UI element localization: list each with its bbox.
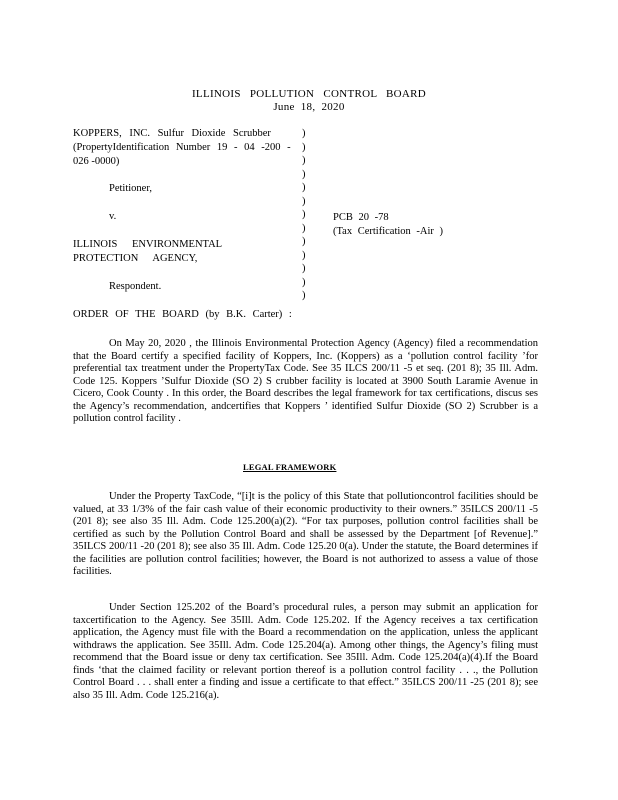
paragraph-3: Under Section 125.202 of the Board’s procedural rules, a person may submit an application for taxcertification to the Agency. See 35Ill. Adm. Code 125.202. If the Agency receives a tax certification application, the Agency must file with the Board a recommendation on the application, unless the applicant withdraws the application. See 35Ill. Adm. Code 125.204(a). Among other things, the Agency’s filing must recommend that the Board issue or deny tax certification. See 35Ill. Adm. Code 125.204(a)(4).If the Board finds ‘that the claimed facility or relevant portion thereof is a pollution control facility . . ., the Pollution Control Board . . . shall enter a finding and issue a certificate to that effect.” 35ILCS 200/11 -25 (201 8); see also 35 Ill. Adm. Code 125.216(a).	[73, 602, 538, 701]
petitioner-line-1: KOPPERS, INC. Sulfur Dioxide Scrubber	[73, 128, 271, 139]
respondent-role: Respondent.	[109, 281, 162, 292]
order-date: June 18, 2020	[273, 101, 345, 113]
section-title-legal-framework: LEGAL FRAMEWORK	[243, 462, 337, 472]
petitioner-role: Petitioner,	[109, 183, 153, 194]
case-number: PCB 20 -78	[333, 212, 389, 223]
paragraph-1: On May 20, 2020 , the Illinois Environmental Protection Agency (Agency) filed a recommendation that the Board certify a specified facility of Koppers, Inc. (Koppers) as a ‘pollution control facility ’for preferential tax treatment under the PropertyTax Code. See 35 ILCS 200/11 -5 et seq. (201 8); 35 Ill. Adm. Code 125. Koppers ’Sulfur Dioxide (SO 2) S crubber facility is located at 3900 South Laramie Avenue in Cicero, Cook County . In this order, the Board describes the legal framework for tax certifications, discus ses the Agency’s recommendation, andcertifies that Koppers ’ identified Sulfur Dioxide (SO 2) Scrubber is a pollution control facility .	[73, 338, 538, 424]
respondent-line-1: ILLINOIS ENVIRONMENTAL	[73, 239, 223, 250]
petitioner-line-3: 026 -0000)	[73, 156, 120, 167]
case-type: (Tax Certification -Air )	[333, 226, 444, 237]
petitioner-line-2: (PropertyIdentification Number 19 - 04 -200 -	[73, 142, 291, 153]
caption-parentheses: ) ) ) ) ) ) ) ) ) ) ) ) )	[302, 128, 306, 301]
paragraph-2: Under the Property TaxCode, “[i]t is the policy of this State that pollutioncontrol facilities should be valued, at 33 1/3% of the fair cash value of their economic productivity to their owners.” 35ILCS 200/11 -5 (201 8); see also 35 Ill. Adm. Code 125.200(a)(2). “For tax purposes, pollution control facilities shall be certified as such by the Pollution Control Board and shall be assessed by the Department [of Revenue].” 35ILCS 200/11 -20 (201 8); see also 35 Ill. Adm. Code 125.20 0(a). Under the statute, the Board determines if the facilities are pollution control facilities; however, the Board is not authorized to assess a value of those facilities.	[73, 491, 538, 577]
order-of-board-line: ORDER OF THE BOARD (by B.K. Carter) :	[73, 309, 292, 320]
agency-heading: ILLINOIS POLLUTION CONTROL BOARD	[191, 88, 427, 100]
versus: v.	[109, 211, 117, 222]
respondent-line-2: PROTECTION AGENCY,	[73, 253, 198, 264]
